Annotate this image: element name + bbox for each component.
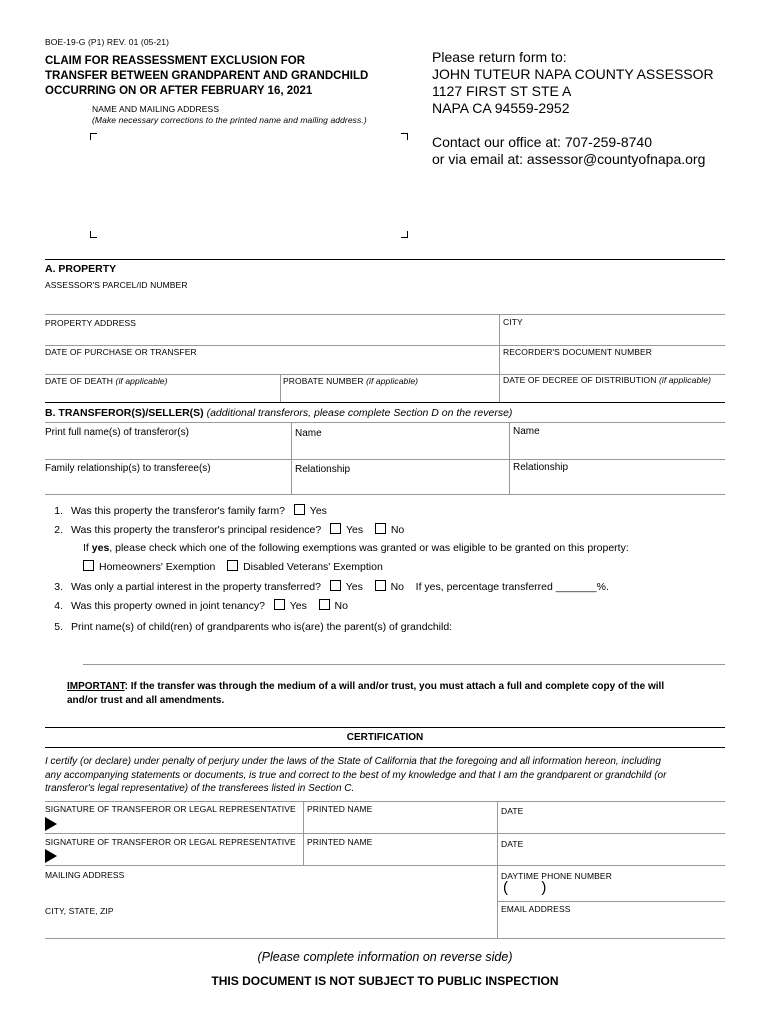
form-title: CLAIM FOR REASSESSMENT EXCLUSION FOR TRANSFER BETWEEN GRANDPARENT AND GRANDCHILD OCCURRING ON OR AFTER FEBRUARY 16, 2021 <box>45 55 369 97</box>
certification-statement: I certify (or declare) under penalty of perjury under the laws of the State of California that the foregoing and all information hereon, including any accompanying statements or documents, is true and correct to the best of my knowledge and that I am the grandparent or grandchild (or transferor's legal representative) of the transferees listed in Section C. <box>45 756 667 794</box>
question-3: 3. Was only a partial interest in the property transferred? Yes No If yes, percentage transferred _______%. <box>54 581 609 593</box>
question-2: 2. Was this property the transferor's principal residence? Yes No <box>54 524 405 536</box>
signature2-label: SIGNATURE OF TRANSFEROR OR LEGAL REPRESENTATIVE <box>45 837 296 847</box>
rule <box>45 865 725 866</box>
question-2-options: Homeowners' Exemption Disabled Veterans' Exemption <box>83 560 383 573</box>
rule <box>45 314 725 315</box>
q3-yes-checkbox[interactable] <box>330 580 341 591</box>
important-note: IMPORTANT: If the transfer was through the medium of a will and/or trust, you must attach a full and complete copy of the will and/or trust and all amendments. <box>67 681 665 706</box>
transferor-names-label: Print full name(s) of transferor(s) <box>45 427 189 438</box>
section-b-top-rule <box>45 402 725 403</box>
family-relationship-label: Family relationship(s) to transferee(s) <box>45 463 211 474</box>
divider <box>280 374 281 402</box>
form-id: BOE-19-G (P1) REV. 01 (05-21) <box>45 37 169 47</box>
phone-area-code-parens: ( ) <box>503 879 547 896</box>
property-address-label: PROPERTY ADDRESS <box>45 318 137 328</box>
city-input[interactable] <box>502 328 724 344</box>
certification-heading: CERTIFICATION <box>346 732 424 743</box>
rule <box>45 801 725 802</box>
decree-date-input[interactable] <box>502 387 724 401</box>
section-a-top-rule <box>45 259 725 260</box>
property-address-input[interactable] <box>45 328 497 344</box>
relationship2-input[interactable] <box>512 476 724 493</box>
sign-here-arrow-icon <box>45 817 57 831</box>
q1-yes-checkbox[interactable] <box>294 504 305 515</box>
rule <box>83 664 725 665</box>
signature1-input[interactable] <box>62 814 301 832</box>
divider <box>499 345 500 374</box>
corner-top-left-icon <box>90 133 97 140</box>
mailing-address-input[interactable] <box>45 880 495 900</box>
rule <box>45 345 725 346</box>
q2-yes-checkbox[interactable] <box>330 523 341 534</box>
section-b-heading: B. TRANSFEROR(S)/SELLER(S) (additional transferors, please complete Section D on the reverse) <box>45 407 513 419</box>
daytime-phone-label: DAYTIME PHONE NUMBER <box>501 871 612 881</box>
rule <box>45 747 725 748</box>
purchase-date-input[interactable] <box>45 357 497 373</box>
return-address: Please return form to: JOHN TUTEUR NAPA COUNTY ASSESSOR 1127 FIRST ST STE A NAPA CA 94559-2952 <box>432 49 714 116</box>
probate-label: PROBATE NUMBER (if applicable) <box>283 376 419 386</box>
public-inspection-note: THIS DOCUMENT IS NOT SUBJECT TO PUBLIC INSPECTION <box>211 974 559 988</box>
divider <box>499 314 500 345</box>
disabled-veterans-checkbox[interactable] <box>227 560 238 571</box>
section-a-heading: A. PROPERTY <box>45 263 117 275</box>
printed-name1-label: PRINTED NAME <box>307 804 373 814</box>
cert-top-rule <box>45 727 725 728</box>
reverse-side-note: (Please complete information on reverse side) <box>257 950 513 964</box>
question-1: 1. Was this property the transferor's family farm? Yes <box>54 505 327 517</box>
divider <box>291 422 292 494</box>
name-address-label: NAME AND MAILING ADDRESS <box>92 104 220 114</box>
date1-label: DATE <box>501 806 524 816</box>
parcel-input[interactable] <box>45 290 725 314</box>
email-address-input[interactable] <box>500 915 724 937</box>
printed-name1-input[interactable] <box>306 814 495 832</box>
city-state-zip-label: CITY, STATE, ZIP <box>45 906 114 916</box>
contact-info: Contact our office at: 707-259-8740 or via email at: assessor@countyofnapa.org <box>432 134 706 167</box>
name-address-note: (Make necessary corrections to the printed name and mailing address.) <box>92 115 367 125</box>
question-2-followup: If yes, please check which one of the following exemptions was granted or was eligible to be granted on this property: <box>83 542 629 554</box>
homeowners-exemption-checkbox[interactable] <box>83 560 94 571</box>
relationship1-input[interactable] <box>294 476 507 493</box>
mailing-address-label: MAILING ADDRESS <box>45 870 125 880</box>
rule <box>45 833 725 834</box>
death-date-input[interactable] <box>45 387 278 401</box>
q4-no-checkbox[interactable] <box>319 599 330 610</box>
date1-input[interactable] <box>500 818 724 832</box>
death-date-label: DATE OF DEATH (if applicable) <box>45 376 168 386</box>
decree-date-label: DATE OF DECREE OF DISTRIBUTION (if applicable) <box>503 375 712 385</box>
name-col2-label: Name <box>513 426 540 437</box>
printed-name2-input[interactable] <box>306 847 495 864</box>
purchase-date-label: DATE OF PURCHASE OR TRANSFER <box>45 347 197 357</box>
probate-input[interactable] <box>283 387 497 401</box>
rule <box>45 459 725 460</box>
email-address-label: EMAIL ADDRESS <box>501 904 571 914</box>
percentage-transferred[interactable]: If yes, percentage transferred _______%. <box>415 581 609 593</box>
q3-no-checkbox[interactable] <box>375 580 386 591</box>
divider <box>509 422 510 494</box>
sign-here-arrow-icon <box>45 849 57 863</box>
printed-name2-label: PRINTED NAME <box>307 837 373 847</box>
corner-top-right-icon <box>401 133 408 140</box>
children-names-input[interactable] <box>83 640 725 664</box>
rel-col2-label: Relationship <box>513 462 569 473</box>
name-address-window[interactable] <box>96 140 396 228</box>
corner-bottom-left-icon <box>90 231 97 238</box>
parcel-label: ASSESSOR'S PARCEL/ID NUMBER <box>45 280 188 290</box>
rule <box>45 494 725 495</box>
q4-yes-checkbox[interactable] <box>274 599 285 610</box>
city-label: CITY <box>503 317 523 327</box>
divider <box>499 374 500 402</box>
rel-col1-label: Relationship <box>295 464 351 475</box>
transferor-name1-input[interactable] <box>294 440 507 458</box>
question-5: 5. Print name(s) of child(ren) of grandparents who is(are) the parent(s) of grandchild: <box>54 621 453 633</box>
name-col1-label: Name <box>295 428 322 439</box>
signature1-label: SIGNATURE OF TRANSFEROR OR LEGAL REPRESENTATIVE <box>45 804 296 814</box>
question-4: 4. Was this property owned in joint tenancy? Yes No <box>54 600 348 612</box>
daytime-phone-input[interactable] <box>500 881 724 900</box>
divider <box>497 801 498 938</box>
signature2-input[interactable] <box>62 847 301 864</box>
corner-bottom-right-icon <box>401 231 408 238</box>
recorder-doc-label: RECORDER'S DOCUMENT NUMBER <box>503 347 653 357</box>
recorder-doc-input[interactable] <box>502 357 724 373</box>
transferor-name2-input[interactable] <box>512 440 724 458</box>
date2-label: DATE <box>501 839 524 849</box>
q2-no-checkbox[interactable] <box>375 523 386 534</box>
rule <box>497 901 725 902</box>
date2-input[interactable] <box>500 851 724 864</box>
rule <box>45 938 725 939</box>
rule <box>45 422 725 423</box>
city-state-zip-input[interactable] <box>45 917 495 937</box>
